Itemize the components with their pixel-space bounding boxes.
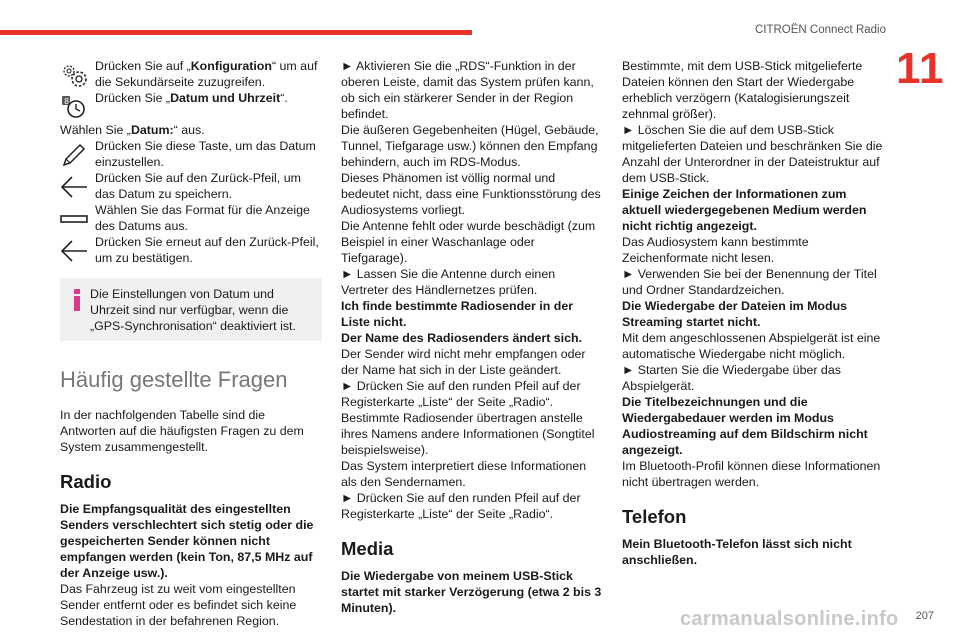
info-icon xyxy=(72,289,82,311)
media-heading: Media xyxy=(341,538,394,559)
faq-heading: Häufig gestellte Fragen xyxy=(60,367,288,392)
paragraph: Der Sender wird nicht mehr empfangen oder der Name hat sich in der Liste geändert. xyxy=(341,347,586,377)
faq-question: Die Wiedergabe von meinem USB-Stick startet mit starker Verzögerung (etwa 2 bis 3 Minuten). xyxy=(341,569,602,615)
paragraph: Mit dem angeschlossenen Abspielgerät ist eine automatische Wiedergabe nicht möglich. xyxy=(622,331,881,361)
faq-question: Ich finde bestimmte Radiosender in der Liste nicht. xyxy=(341,299,574,329)
column-2 xyxy=(341,58,603,616)
header-title: CITROËN Connect Radio xyxy=(754,24,886,36)
back-arrow-icon xyxy=(60,174,88,200)
clock-settings-icon xyxy=(60,94,88,120)
watermark: carmanualsonline.info xyxy=(680,608,899,630)
instruction-config: Drücken Sie auf „Konfiguration“ um auf die Sekundärseite zuzugreifen. xyxy=(60,58,322,90)
paragraph: ► Drücken Sie auf den runden Pfeil auf der Registerkarte „Liste“ der Seite „Radio“. xyxy=(341,379,581,409)
faq-question: Mein Bluetooth-Telefon lässt sich nicht anschließen. xyxy=(622,537,852,567)
paragraph: Dieses Phänomen ist völlig normal und bedeutet nicht, dass eine Funktionsstörung des Audiosystems vorliegt. xyxy=(341,171,601,217)
paragraph: ► Aktivieren Sie die „RDS“-Funktion in der oberen Leiste, damit das System prüfen kann, ob sich ein stärkerer Sender in der Region befindet. xyxy=(341,59,594,121)
faq-question: Die Empfangsqualität des eingestellten Senders verschlechtert sich stetig oder die gespeicherten Sender können nicht empfangen werden (kein Ton, 87,5 MHz auf der Anzeige usw.). xyxy=(60,502,314,580)
paragraph: Die Antenne fehlt oder wurde beschädigt (zum Beispiel in einer Waschanlage oder Tiefgarage). xyxy=(341,219,596,265)
svg-text:8: 8 xyxy=(64,97,70,106)
faq-question: Die Titelbezeichnungen und die Wiedergabedauer werden im Modus Audiostreaming auf dem Bildschirm nicht angezeigt. xyxy=(622,395,868,457)
back-arrow-icon xyxy=(60,238,88,264)
instruction-back-confirm: Drücken Sie erneut auf den Zurück-Pfeil, um zu bestätigen. xyxy=(60,234,322,266)
paragraph: Das System interpretiert diese Informationen als den Sendernamen. xyxy=(341,459,587,489)
pencil-icon xyxy=(60,142,88,168)
paragraph: ► Lassen Sie die Antenne durch einen Vertreter des Händlernetzes prüfen. xyxy=(341,267,556,297)
page-number: 207 xyxy=(915,610,934,622)
paragraph: ► Löschen Sie die auf dem USB-Stick mitgelieferten Dateien und beschränken Sie die Anzahl der Unterordner in der Dateistruktur auf dem USB-Stick. xyxy=(622,123,883,185)
faq-intro: In der nachfolgenden Tabelle sind die Antworten auf die häufigsten Fragen zu dem System zusammengestellt. xyxy=(60,408,304,454)
instruction-back-save: Drücken Sie auf den Zurück-Pfeil, um das Datum zu speichern. xyxy=(60,170,322,202)
faq-question: Der Name des Radiosenders ändert sich. xyxy=(341,331,583,345)
paragraph: ► Starten Sie die Wiedergabe über das Abspielgerät. xyxy=(622,363,841,393)
format-bar-icon xyxy=(60,206,88,232)
paragraph: Bestimmte, mit dem USB-Stick mitgelieferte Dateien können den Start der Wiedergabe erheblich verzögern (Katalogisierungszeit zehnmal größer). xyxy=(622,59,863,121)
paragraph: Das Audiosystem kann bestimmte Zeichenformate nicht lesen. xyxy=(622,235,809,265)
column-3 xyxy=(622,58,887,568)
faq-question: Einige Zeichen der Informationen zum aktuell wiedergegebenen Medium werden nicht richtig angezeigt. xyxy=(622,187,867,233)
paragraph: Bestimmte Radiosender übertragen anstelle ihres Namens andere Informationen (Songtitel beispielsweise). xyxy=(341,411,595,457)
paragraph: ► Verwenden Sie bei der Benennung der Titel und Ordner Standardzeichen. xyxy=(622,267,877,297)
select-datum-line: Wählen Sie „Datum:“ aus. xyxy=(60,123,205,137)
paragraph: Die äußeren Gegebenheiten (Hügel, Gebäude, Tunnel, Tiefgarage usw.) können den Empfang behindern, auch im RDS-Modus. xyxy=(341,123,599,169)
gear-icon xyxy=(60,62,88,88)
instruction-datetime: 8 Drücken Sie „Datum und Uhrzeit“. xyxy=(60,90,322,120)
chapter-number: 11 xyxy=(896,44,945,93)
paragraph: ► Drücken Sie auf den runden Pfeil auf der Registerkarte „Liste“ der Seite „Radio“. xyxy=(341,491,581,521)
instruction-pencil: Drücken Sie diese Taste, um das Datum einzustellen. xyxy=(60,138,322,170)
column-1 xyxy=(60,58,322,629)
info-note: Die Einstellungen von Datum und Uhrzeit sind nur verfügbar, wenn die „GPS-Synchronisation“ deaktiviert ist. xyxy=(60,278,322,341)
telefon-heading: Telefon xyxy=(622,506,687,527)
faq-answer: Das Fahrzeug ist zu weit vom eingestellten Sender entfernt oder es befindet sich keine Sendestation in der befahrenen Region. xyxy=(60,582,297,628)
radio-heading: Radio xyxy=(60,471,112,492)
instruction-format: Wählen Sie das Format für die Anzeige des Datums aus. xyxy=(60,202,322,234)
header-accent-bar xyxy=(0,30,472,35)
paragraph: Im Bluetooth-Profil können diese Informationen nicht übertragen werden. xyxy=(622,459,881,489)
faq-question: Die Wiedergabe der Dateien im Modus Streaming startet nicht. xyxy=(622,299,848,329)
